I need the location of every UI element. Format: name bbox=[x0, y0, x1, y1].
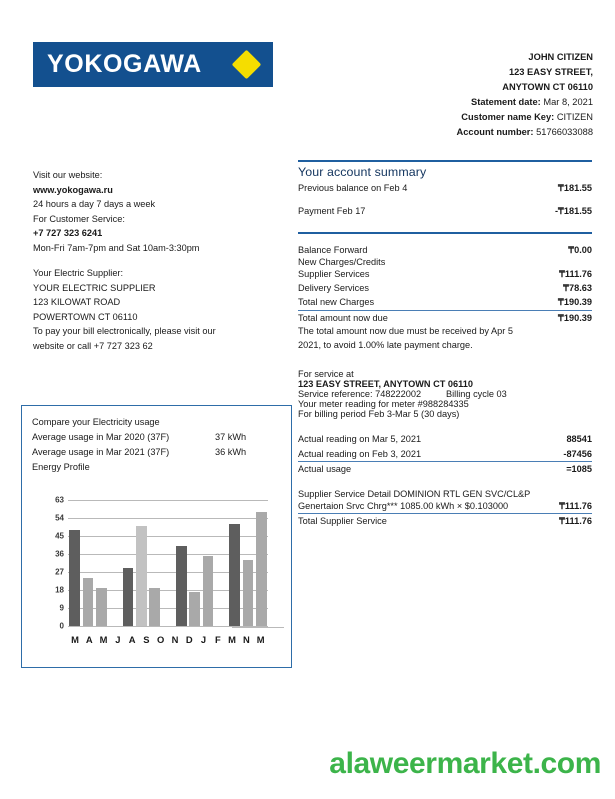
chart-bar bbox=[69, 530, 79, 626]
payment-row bbox=[298, 204, 592, 218]
watermark-text: alaweermarket.com bbox=[329, 747, 601, 780]
chart-bar bbox=[229, 524, 239, 626]
chart-x-label: S bbox=[143, 634, 150, 645]
payment-label: Payment Feb 17 bbox=[298, 206, 366, 217]
reading-current-row bbox=[298, 432, 592, 446]
customer-address-line2: ANYTOWN CT 06110 bbox=[502, 82, 593, 93]
energy-profile-chart bbox=[22, 494, 290, 666]
yokogawa-logo bbox=[33, 42, 273, 87]
delivery-services-amount: ₸78.63 bbox=[563, 283, 592, 293]
chart-bar bbox=[136, 526, 146, 626]
customer-service-label: For Customer Service: bbox=[33, 213, 125, 224]
customer-service-hours: Mon-Fri 7am-7pm and Sat 10am-3:30pm bbox=[33, 242, 200, 253]
spacer bbox=[298, 234, 592, 243]
for-service-at-label: For service at bbox=[298, 369, 354, 380]
divider-top bbox=[298, 160, 592, 162]
account-number-row bbox=[457, 125, 593, 140]
chart-bar bbox=[243, 560, 253, 626]
previous-balance-amount: ₸181.55 bbox=[558, 183, 592, 193]
energy-profile-label: Energy Profile bbox=[32, 461, 90, 472]
avg-usage-2021-row bbox=[32, 445, 281, 460]
chart-y-tick-label: 45 bbox=[55, 531, 64, 541]
avg-usage-2020-value: 37 kWh bbox=[215, 431, 247, 442]
chart-y-tick-label: 36 bbox=[55, 549, 64, 559]
previous-balance-row bbox=[298, 181, 592, 195]
chart-bar bbox=[256, 512, 266, 626]
diamond-icon bbox=[232, 49, 262, 79]
reading-current-label: Actual reading on Mar 5, 2021 bbox=[298, 434, 422, 445]
spacer bbox=[298, 352, 592, 369]
customer-address-line1: 123 EASY STREET, bbox=[508, 67, 593, 78]
chart-bar bbox=[189, 592, 199, 626]
chart-y-tick-label: 54 bbox=[55, 513, 64, 523]
spacer bbox=[298, 195, 592, 204]
chart-baseline-extension bbox=[232, 627, 284, 628]
usage-panel-title: Compare your Electricity usage bbox=[32, 417, 160, 427]
balance-forward-label: Balance Forward bbox=[298, 244, 368, 255]
chart-x-label: A bbox=[128, 634, 136, 645]
billing-period-line: For billing period Feb 3-Mar 5 (30 days) bbox=[298, 409, 460, 420]
total-new-charges-label: Total new Charges bbox=[298, 297, 375, 308]
chart-y-tick-label: 9 bbox=[59, 603, 64, 613]
visit-website-label: Visit our website: bbox=[33, 170, 103, 180]
chart-bar bbox=[176, 546, 186, 626]
account-summary-title: Your account summary bbox=[298, 165, 427, 179]
chart-x-label: J bbox=[200, 634, 207, 645]
chart-plot-area bbox=[55, 495, 268, 631]
balance-forward-amount: ₸0.00 bbox=[568, 244, 592, 255]
delivery-services-label: Delivery Services bbox=[298, 283, 369, 293]
chart-y-tick-label: 27 bbox=[55, 567, 64, 577]
statement-date-value: Mar 8, 2021 bbox=[543, 97, 593, 108]
supplier-services-row bbox=[298, 267, 592, 281]
chart-bar bbox=[96, 588, 106, 626]
avg-usage-2020-row bbox=[32, 430, 281, 445]
spacer bbox=[298, 419, 592, 432]
due-note-line1: The total amount now due must be received by Apr 5 bbox=[298, 325, 514, 336]
avg-usage-2021-label: Average usage in Mar 2021 (37F) bbox=[32, 446, 170, 457]
previous-balance-label: Previous balance on Feb 4 bbox=[298, 183, 408, 193]
supplier-services-amount: ₸111.76 bbox=[559, 268, 592, 279]
website-url[interactable]: www.yokogawa.ru bbox=[33, 184, 113, 195]
total-amount-due-label: Total amount now due bbox=[298, 312, 388, 323]
avg-usage-2020-label: Average usage in Mar 2020 (37F) bbox=[32, 431, 170, 442]
spacer bbox=[298, 219, 592, 232]
service-hours-247: 24 hours a day 7 days a week bbox=[33, 199, 156, 210]
chart-x-label: F bbox=[214, 634, 221, 645]
chart-bar bbox=[123, 568, 133, 626]
chart-x-label: O bbox=[157, 634, 165, 645]
chart-x-label: M bbox=[99, 634, 108, 645]
chart-x-label: M bbox=[256, 634, 265, 645]
actual-usage-label: Actual usage bbox=[298, 463, 352, 474]
chart-bar bbox=[203, 556, 213, 626]
customer-key-value: CITIZEN bbox=[556, 112, 593, 123]
meter-reading-line: Your meter reading for meter #988284335 bbox=[298, 399, 469, 410]
payment-amount: -₸181.55 bbox=[554, 206, 592, 217]
epay-note-line2: website or call +7 727 323 62 bbox=[33, 340, 153, 351]
new-charges-header: New Charges/Credits bbox=[298, 256, 386, 267]
contact-information bbox=[33, 168, 283, 353]
supplier-name: YOUR ELECTRIC SUPPLIER bbox=[33, 282, 156, 293]
chart-x-label: N bbox=[242, 634, 251, 645]
chart-y-tick-label: 0 bbox=[59, 621, 64, 631]
customer-key-label: Customer name Key: bbox=[461, 112, 555, 123]
delivery-services-row bbox=[298, 281, 592, 295]
generation-charge-row bbox=[298, 499, 592, 513]
service-reference-row bbox=[298, 389, 592, 399]
chart-gridline bbox=[68, 518, 268, 519]
total-supplier-service-label: Total Supplier Service bbox=[298, 516, 387, 527]
reading-current-value: 88541 bbox=[566, 434, 592, 445]
logo-text: YOKOGAWA bbox=[47, 50, 202, 78]
account-number-label: Account number: bbox=[456, 127, 534, 138]
actual-usage-row bbox=[298, 462, 592, 476]
chart-x-label: A bbox=[85, 634, 93, 645]
customer-name: JOHN CITIZEN bbox=[528, 52, 593, 62]
usage-panel-header bbox=[22, 406, 291, 475]
statement-date-row bbox=[457, 95, 593, 110]
reading-previous-label: Actual reading on Feb 3, 2021 bbox=[298, 448, 422, 459]
spacer bbox=[33, 255, 283, 266]
avg-usage-2021-value: 36 kWh bbox=[215, 446, 247, 457]
chart-y-tick-label: 18 bbox=[55, 585, 64, 595]
chart-x-label: M bbox=[228, 634, 237, 645]
supplier-services-label: Supplier Services bbox=[298, 268, 370, 279]
chart-bar bbox=[149, 588, 159, 626]
total-supplier-service-row bbox=[298, 514, 592, 528]
actual-usage-value: =1085 bbox=[566, 463, 592, 474]
chart-x-label: D bbox=[185, 634, 193, 645]
due-note-line2: 2021, to avoid 1.00% late payment charge. bbox=[298, 339, 473, 350]
chart-bar bbox=[83, 578, 93, 626]
statement-date-label: Statement date: bbox=[471, 97, 541, 108]
epay-note-line1: To pay your bill electronically, please visit our bbox=[33, 326, 216, 337]
generation-charge-amount: ₸111.76 bbox=[559, 501, 592, 512]
chart-x-axis-labels bbox=[68, 634, 268, 645]
account-number-value: 51766033088 bbox=[536, 127, 593, 138]
total-supplier-service-amount: ₸111.76 bbox=[559, 516, 592, 527]
total-new-charges-amount: ₸190.39 bbox=[558, 297, 592, 308]
generation-charge-label: Genertaion Srvc Chrg*** 1085.00 kWh × $0.103000 bbox=[298, 501, 509, 512]
chart-x-label: N bbox=[171, 634, 179, 645]
customer-service-phone: +7 727 323 6241 bbox=[33, 228, 103, 239]
reading-previous-value: -87456 bbox=[563, 448, 592, 459]
billing-cycle: Billing cycle 03 bbox=[446, 389, 507, 400]
total-amount-due-amount: ₸190.39 bbox=[558, 312, 592, 323]
chart-x-label: M bbox=[71, 634, 80, 645]
supplier-service-detail-header: Supplier Service Detail DOMINION RTL GEN SVC/CL&P bbox=[298, 489, 531, 500]
service-address: 123 EASY STREET, ANYTOWN CT 06110 bbox=[298, 379, 473, 390]
chart-gridline bbox=[68, 500, 268, 501]
customer-key-row bbox=[457, 110, 593, 125]
supplier-label: Your Electric Supplier: bbox=[33, 268, 124, 279]
balance-forward-row bbox=[298, 243, 592, 257]
service-reference: Service reference: 748222002 bbox=[298, 389, 422, 400]
electricity-usage-panel bbox=[21, 405, 292, 668]
reading-previous-row bbox=[298, 447, 592, 461]
bill-header bbox=[0, 0, 615, 150]
chart-y-tick-label: 63 bbox=[55, 495, 64, 505]
customer-address-block bbox=[457, 50, 593, 140]
supplier-street: 123 KILOWAT ROAD bbox=[33, 297, 121, 308]
total-new-charges-row bbox=[298, 295, 592, 309]
total-amount-due-row bbox=[298, 311, 592, 325]
spacer bbox=[298, 476, 592, 489]
supplier-city: POWERTOWN CT 06110 bbox=[33, 311, 138, 322]
account-summary-section bbox=[298, 160, 592, 529]
chart-x-label: J bbox=[115, 634, 121, 645]
